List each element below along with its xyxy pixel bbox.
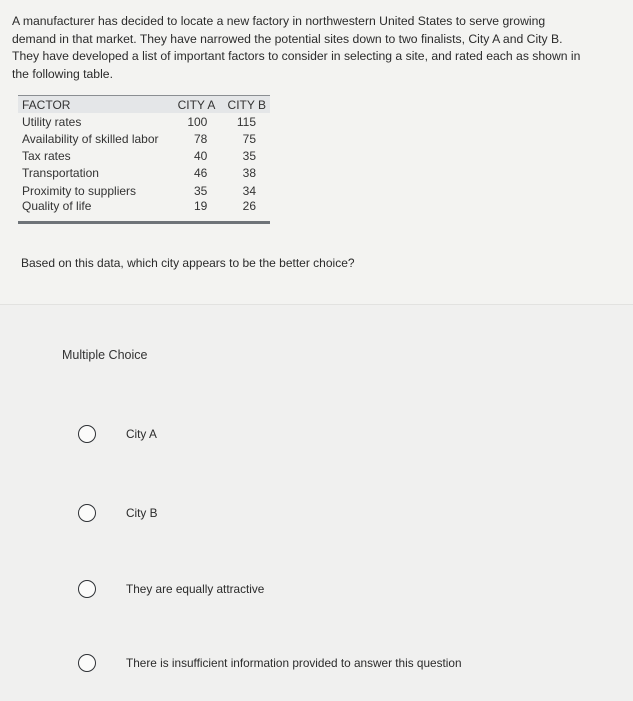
city-b-score: 38 bbox=[242, 166, 256, 181]
header-factor: FACTOR bbox=[18, 96, 159, 114]
option-label: They are equally attractive bbox=[126, 582, 265, 596]
option-label: City B bbox=[126, 506, 158, 520]
city-a-score: 46 bbox=[194, 166, 208, 181]
city-b-score: 75 bbox=[242, 131, 256, 146]
question-line: demand in that market. They have narrowed the potential sites down to two finalists, City A and City B. bbox=[12, 31, 563, 46]
factor-table bbox=[18, 95, 270, 224]
table-row bbox=[18, 113, 270, 130]
city-a-score: 40 bbox=[194, 149, 208, 164]
factor-name: Utility rates bbox=[22, 114, 82, 129]
table-row bbox=[18, 130, 270, 147]
city-a-score: 100 bbox=[187, 114, 208, 129]
table-row bbox=[18, 199, 270, 223]
city-b-score: 35 bbox=[242, 149, 256, 164]
factor-name: Tax rates bbox=[22, 149, 71, 164]
city-b-score: 26 bbox=[219, 199, 270, 223]
header-city-a: CITY A bbox=[159, 96, 220, 114]
radio-button[interactable] bbox=[78, 504, 96, 522]
city-b-score: 115 bbox=[236, 114, 256, 129]
option-equally-attractive[interactable] bbox=[78, 580, 264, 598]
table-header-row bbox=[18, 96, 270, 114]
option-label: There is insufficient information provided to answer this question bbox=[126, 656, 462, 670]
factor-name: Quality of life bbox=[18, 199, 159, 223]
question-line: A manufacturer has decided to locate a new factory in northwestern United States to serve growing bbox=[12, 14, 546, 28]
option-city-a[interactable] bbox=[78, 425, 157, 443]
city-a-score: 35 bbox=[194, 183, 208, 198]
radio-button[interactable] bbox=[78, 654, 96, 672]
city-a-score: 78 bbox=[194, 131, 208, 146]
multiple-choice-title: Multiple Choice bbox=[62, 348, 148, 362]
option-city-b[interactable] bbox=[78, 504, 157, 522]
question-text bbox=[12, 13, 612, 83]
factor-name: Availability of skilled labor bbox=[22, 131, 159, 146]
city-a-score: 19 bbox=[159, 199, 220, 223]
city-b-score: 34 bbox=[242, 183, 256, 198]
question-line: They have developed a list of important factors to consider in selecting a site, and rated each as shown in bbox=[12, 49, 581, 63]
radio-button[interactable] bbox=[78, 580, 96, 598]
header-city-b: CITY B bbox=[219, 96, 270, 114]
table-row bbox=[18, 165, 270, 182]
option-insufficient-information[interactable] bbox=[78, 654, 462, 672]
factor-name: Proximity to suppliers bbox=[22, 183, 137, 198]
factor-name: Transportation bbox=[22, 166, 99, 181]
table-row bbox=[18, 182, 270, 199]
radio-button[interactable] bbox=[78, 425, 96, 443]
multiple-choice-panel bbox=[0, 304, 633, 701]
question-line: the following table. bbox=[12, 66, 113, 81]
question-prompt: Based on this data, which city appears to be the better choice? bbox=[21, 256, 355, 270]
table-row bbox=[18, 148, 270, 165]
option-label: City A bbox=[126, 427, 157, 441]
